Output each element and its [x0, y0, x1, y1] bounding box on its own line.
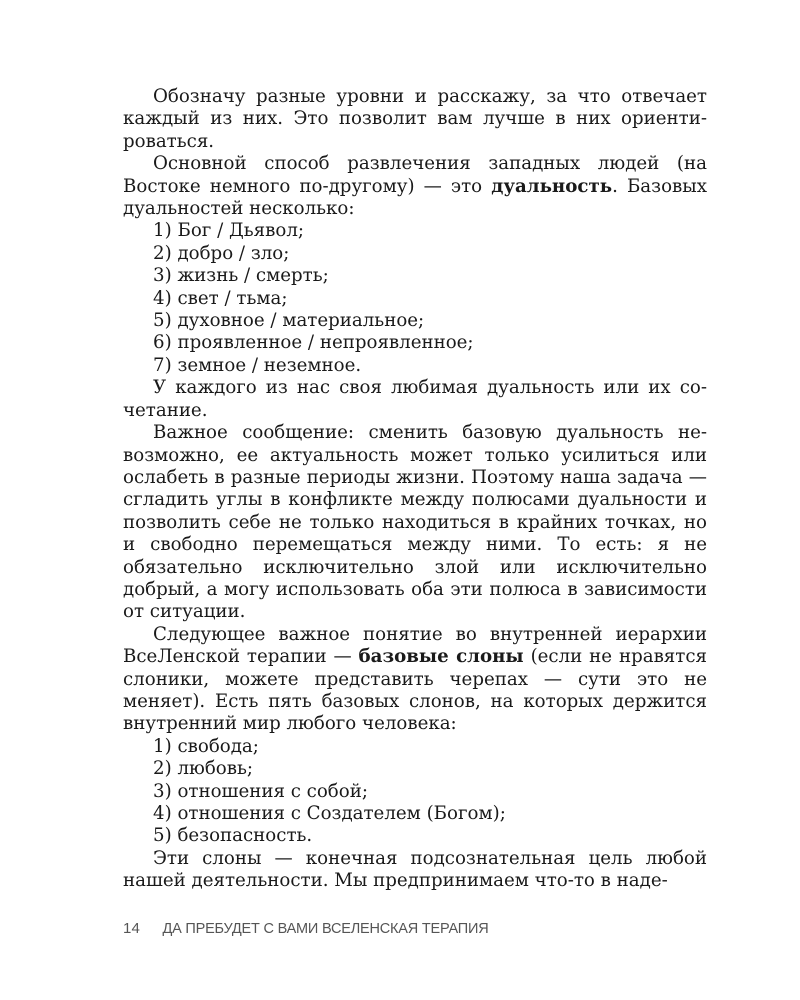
paragraph-elephants-text-1: Следующее важное понятие во внутренней иерархии ВсеЛенской терапии —: [123, 623, 707, 668]
paragraph-favorite-duality: У каждого из нас своя любимая дуальность или их сочетание.: [123, 377, 707, 421]
elephants-list: [123, 736, 707, 848]
page-body: [123, 86, 707, 893]
paragraph-important-message: Важное сообщение: сменить базовую дуальность невозможно, ее актуальность может только усилиться или ослабеть в разные периоды жизни. Поэтому наша задача — сгладить углы в конфликте между полюсами дуальности и позволить себе не только находиться в крайних точках, но и свободно перемещаться между ними. То есть: я не обязательно исключительно злой или исключительно добрый, а могу использовать оба эти полюса в зависимости от ситуации.: [123, 422, 707, 623]
list-item: 2) добро / зло;: [153, 242, 290, 264]
list-item: 6) проявленное / непроявленное;: [153, 332, 474, 354]
list-item: 5) духовное / материальное;: [153, 310, 425, 332]
running-title: ДА ПРЕБУДЕТ С ВАМИ ВСЕЛЕНСКАЯ ТЕРАПИЯ: [162, 921, 489, 937]
paragraph-elephants-text-2: (если не нравятся слоники, можете представить черепах — сути это не меняет). Есть пять базовых слонов, на которых держится внутренний мир любого человека:: [123, 646, 707, 735]
paragraph-intro: Обозначу разные уровни и расскажу, за что отвечает каждый из них. Это позволит вам лучше в них ориентироваться.: [123, 86, 707, 152]
term-base-elephants: базовые слоны: [358, 646, 524, 668]
list-item: 5) безопасность.: [153, 825, 313, 847]
list-item: 4) свет / тьма;: [153, 287, 288, 309]
list-item: 3) отношения с собой;: [153, 780, 368, 802]
paragraph-duality-text-2: . Базовых дуальностей несколько:: [123, 175, 707, 220]
list-item: 4) отношения с Создателем (Богом);: [153, 803, 506, 824]
paragraph-base-elephants: [123, 624, 707, 736]
paragraph-elephants-goal: Эти слоны — конечная подсознательная цель любой нашей деятельности. Мы предпринимаем что-то в наде-: [123, 847, 707, 892]
page-footer: [123, 920, 489, 937]
paragraph-duality: [123, 153, 707, 220]
list-item: 3) жизнь / смерть;: [153, 265, 329, 287]
duality-list: [123, 220, 707, 377]
list-item: 1) свобода;: [153, 735, 259, 757]
list-item: 2) любовь;: [153, 758, 254, 780]
page-number: 14: [123, 920, 141, 937]
term-duality: дуальность: [491, 175, 613, 197]
paragraph-duality-text-1: Основной способ развлечения западных людей (на Востоке немного по-другому) — это: [123, 153, 707, 197]
list-item: 7) земное / неземное.: [153, 354, 362, 376]
list-item: 1) Бог / Дьявол;: [153, 220, 305, 242]
